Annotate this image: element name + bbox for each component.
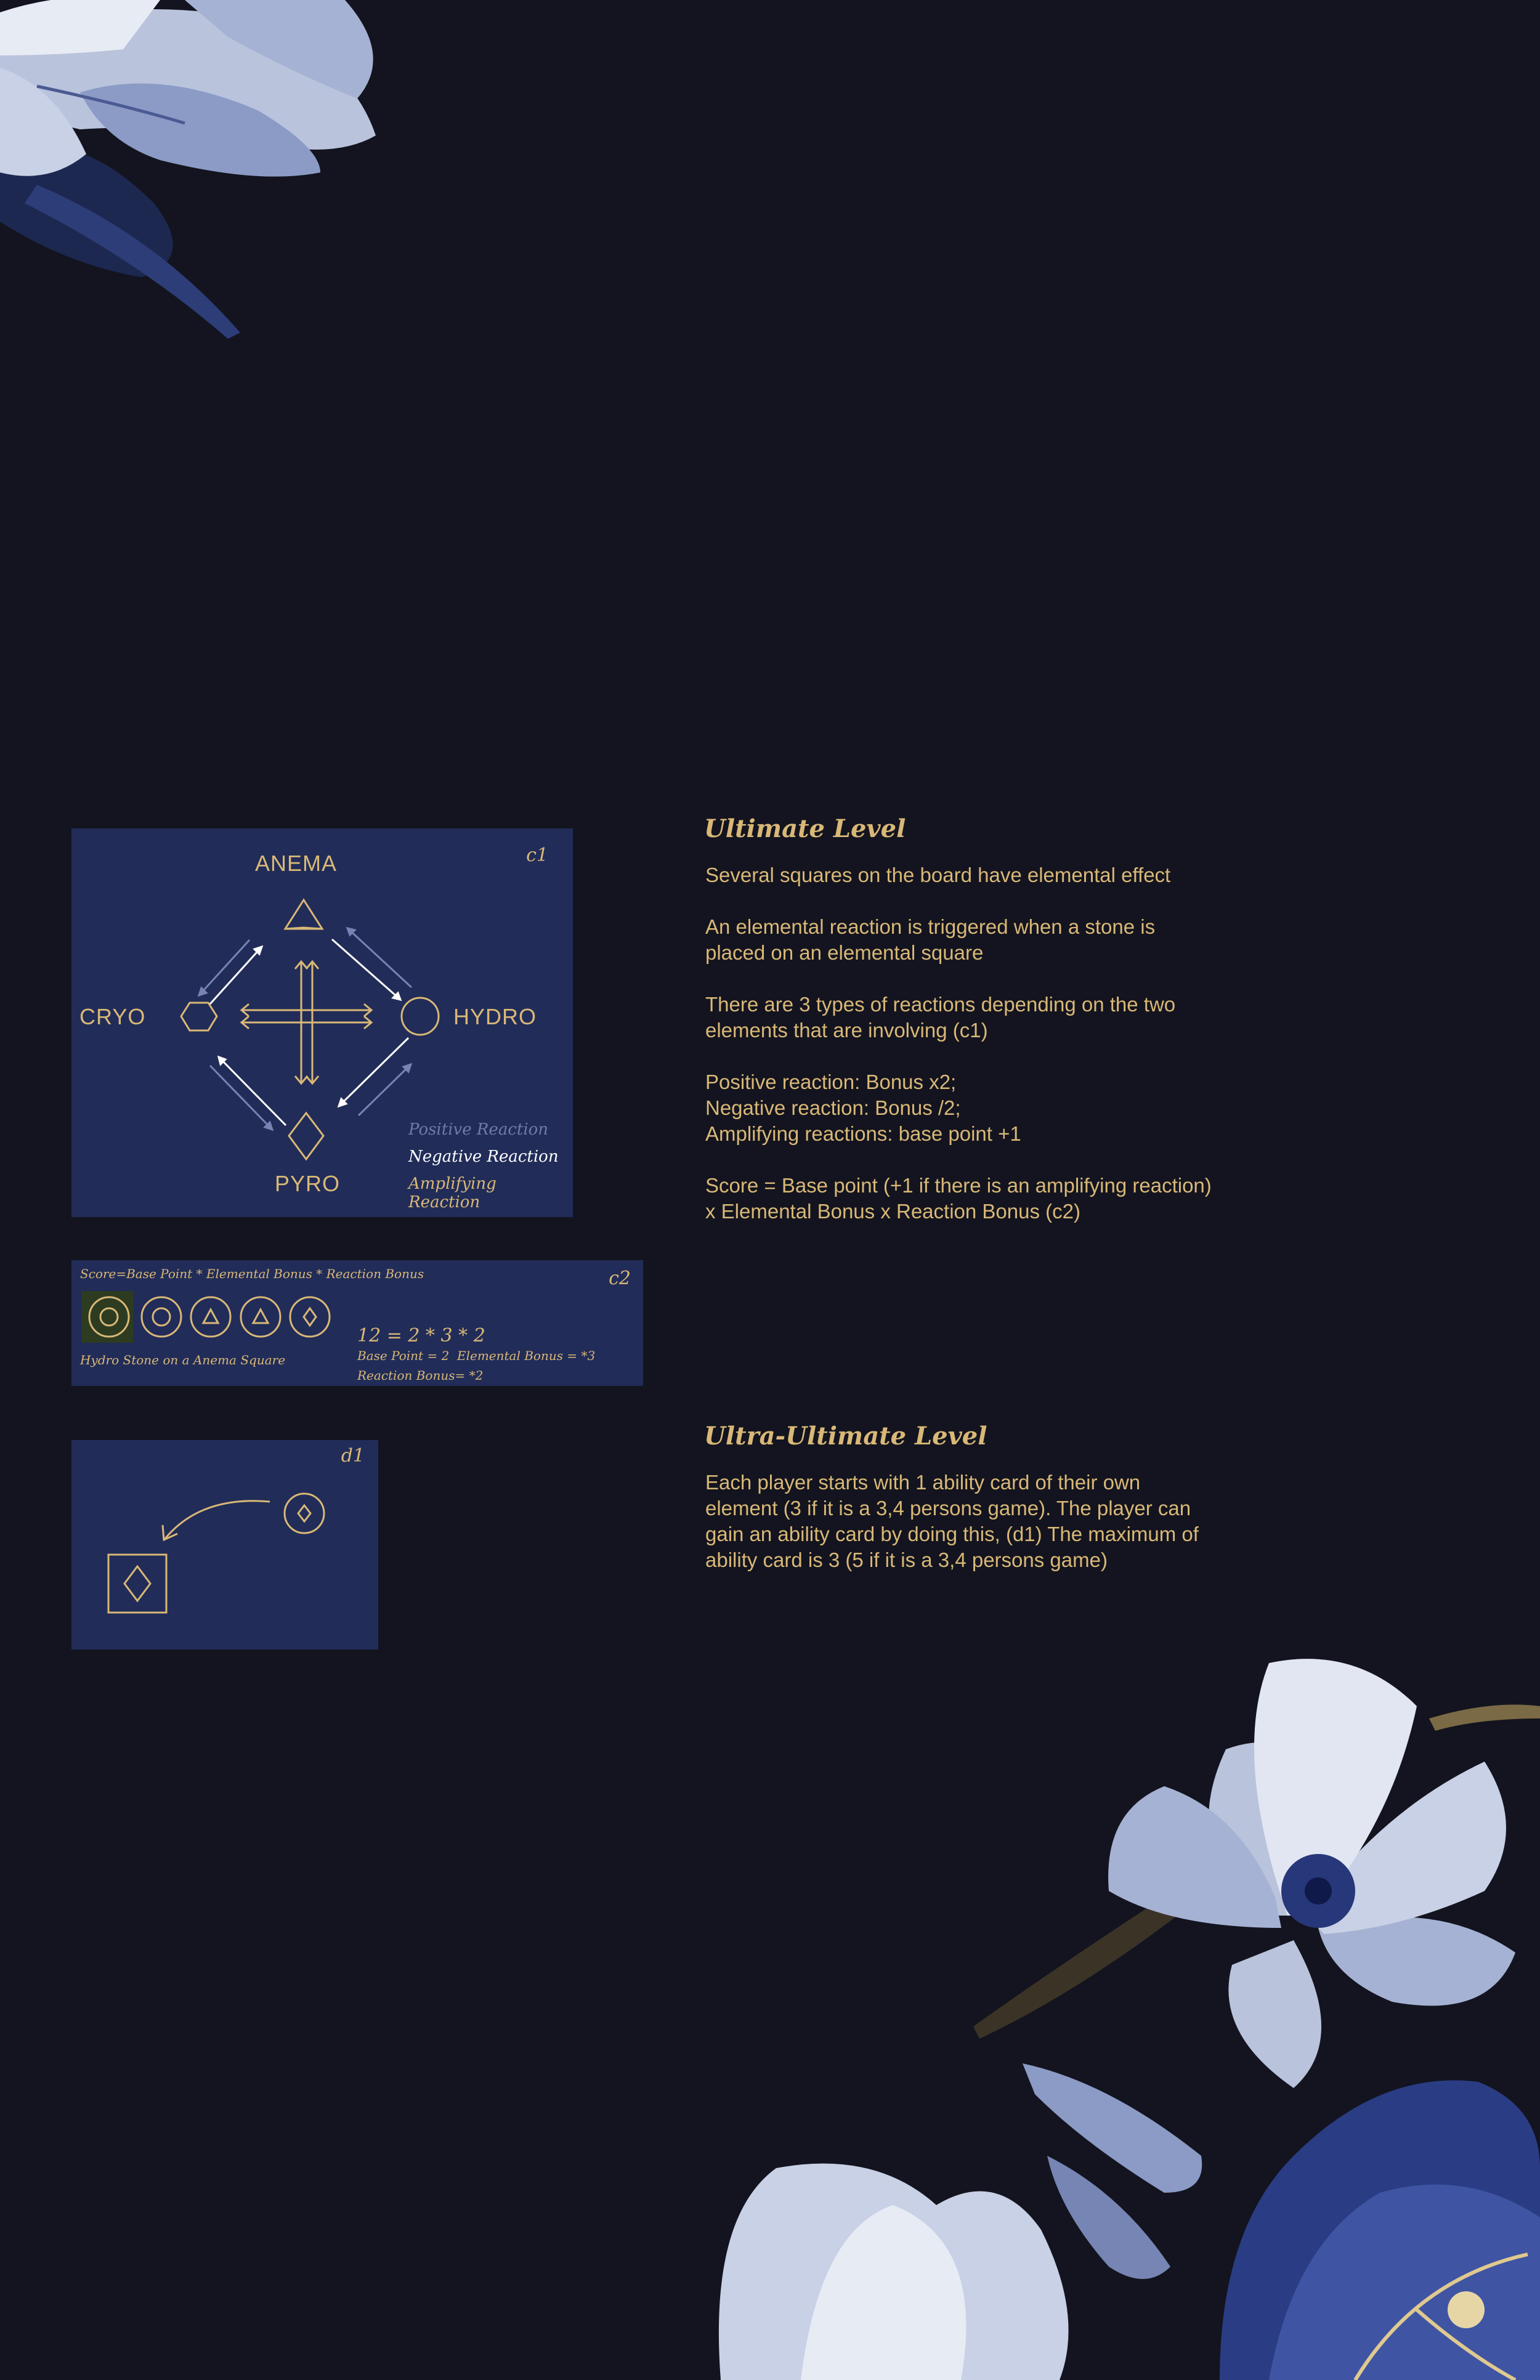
move-arrow — [165, 1501, 270, 1539]
amplifying-reaction-rule: Amplifying reactions: base point +1 — [705, 1122, 1021, 1145]
negative-reaction-rule: Negative reaction: Bonus /2; — [705, 1096, 961, 1119]
score-equation: 12 = 2 * 3 * 2 — [357, 1325, 485, 1346]
cryo-hexagon-icon — [181, 1003, 217, 1030]
ultimate-paragraph-4 — [705, 1069, 1217, 1147]
pyro-stone-icon — [285, 1494, 324, 1533]
ultimate-paragraph-3: There are 3 types of reactions depending on the two elements that are involving (c1) — [705, 993, 1176, 1042]
anema-stone-icon-2 — [241, 1297, 280, 1337]
pyro-diamond-icon — [289, 1113, 323, 1159]
bottom-right-flowers — [719, 1659, 1540, 2380]
positive-reaction-rule: Positive reaction: Bonus x2; — [705, 1071, 957, 1093]
positive-reaction-arrows — [199, 928, 411, 1130]
figure-d1-ability-card — [71, 1440, 378, 1649]
example-caption: Hydro Stone on a Anema Square — [80, 1353, 286, 1367]
ability-card-svg — [71, 1440, 378, 1649]
figure-tag-d1: d1 — [341, 1445, 365, 1467]
elemental-bonus-detail: Elemental Bonus = *3 — [457, 1348, 596, 1363]
anema-triangle-outline — [285, 900, 322, 929]
top-left-flower — [0, 0, 376, 339]
square-tile-icon — [108, 1555, 166, 1613]
legend-positive-reaction: Positive Reaction — [408, 1120, 549, 1139]
anema-stone-icon — [191, 1297, 230, 1337]
figure-c1-reaction-diagram — [71, 828, 573, 1217]
figure-c2-score-example — [71, 1260, 643, 1386]
hydro-circle-icon — [402, 998, 439, 1035]
amplifying-reaction-arrows — [241, 961, 371, 1083]
legend-amplifying-reaction: Amplifying Reaction — [408, 1175, 496, 1212]
ultimate-paragraph-5: Score = Base point (+1 if there is an amplifying reaction) x Elemental Bonus x Reaction Bonus (c2) — [705, 1174, 1212, 1223]
section-title-ultimate: Ultimate Level — [704, 814, 906, 843]
figure-tag-c2: c2 — [609, 1268, 631, 1289]
ultimate-paragraph-2: An elemental reaction is triggered when a stone is placed on an elemental square — [705, 915, 1156, 964]
label-anema: ANEMA — [255, 851, 338, 876]
ultra-ultimate-level-text — [705, 1470, 1217, 1599]
base-point-detail: Base Point = 2 — [357, 1348, 450, 1363]
label-cryo: CRYO — [79, 1004, 146, 1029]
pyro-stone-icon — [290, 1297, 330, 1337]
label-hydro: HYDRO — [453, 1004, 537, 1029]
ultimate-level-text — [705, 862, 1217, 1250]
pyro-diamond-icon — [124, 1566, 150, 1601]
ultimate-paragraph-1: Several squares on the board have elemental effect — [705, 864, 1171, 886]
score-formula: Score=Base Point * Elemental Bonus * Reaction Bonus — [80, 1266, 424, 1281]
ultra-paragraph-1: Each player starts with 1 ability card of their own element (3 if it is a 3,4 persons game). The player can gain an ability card by doing this, (d1) The maximum of ability card is 3 (5 if it is a 3,4 persons game) — [705, 1471, 1199, 1571]
section-title-ultra-ultimate: Ultra-Ultimate Level — [704, 1422, 987, 1451]
label-pyro: PYRO — [275, 1171, 341, 1196]
reaction-bonus-detail: Reaction Bonus= *2 — [357, 1368, 484, 1383]
figure-tag-c1: c1 — [526, 844, 548, 866]
hydro-stone-icon-2 — [142, 1297, 181, 1337]
legend-negative-reaction: Negative Reaction — [408, 1148, 559, 1166]
